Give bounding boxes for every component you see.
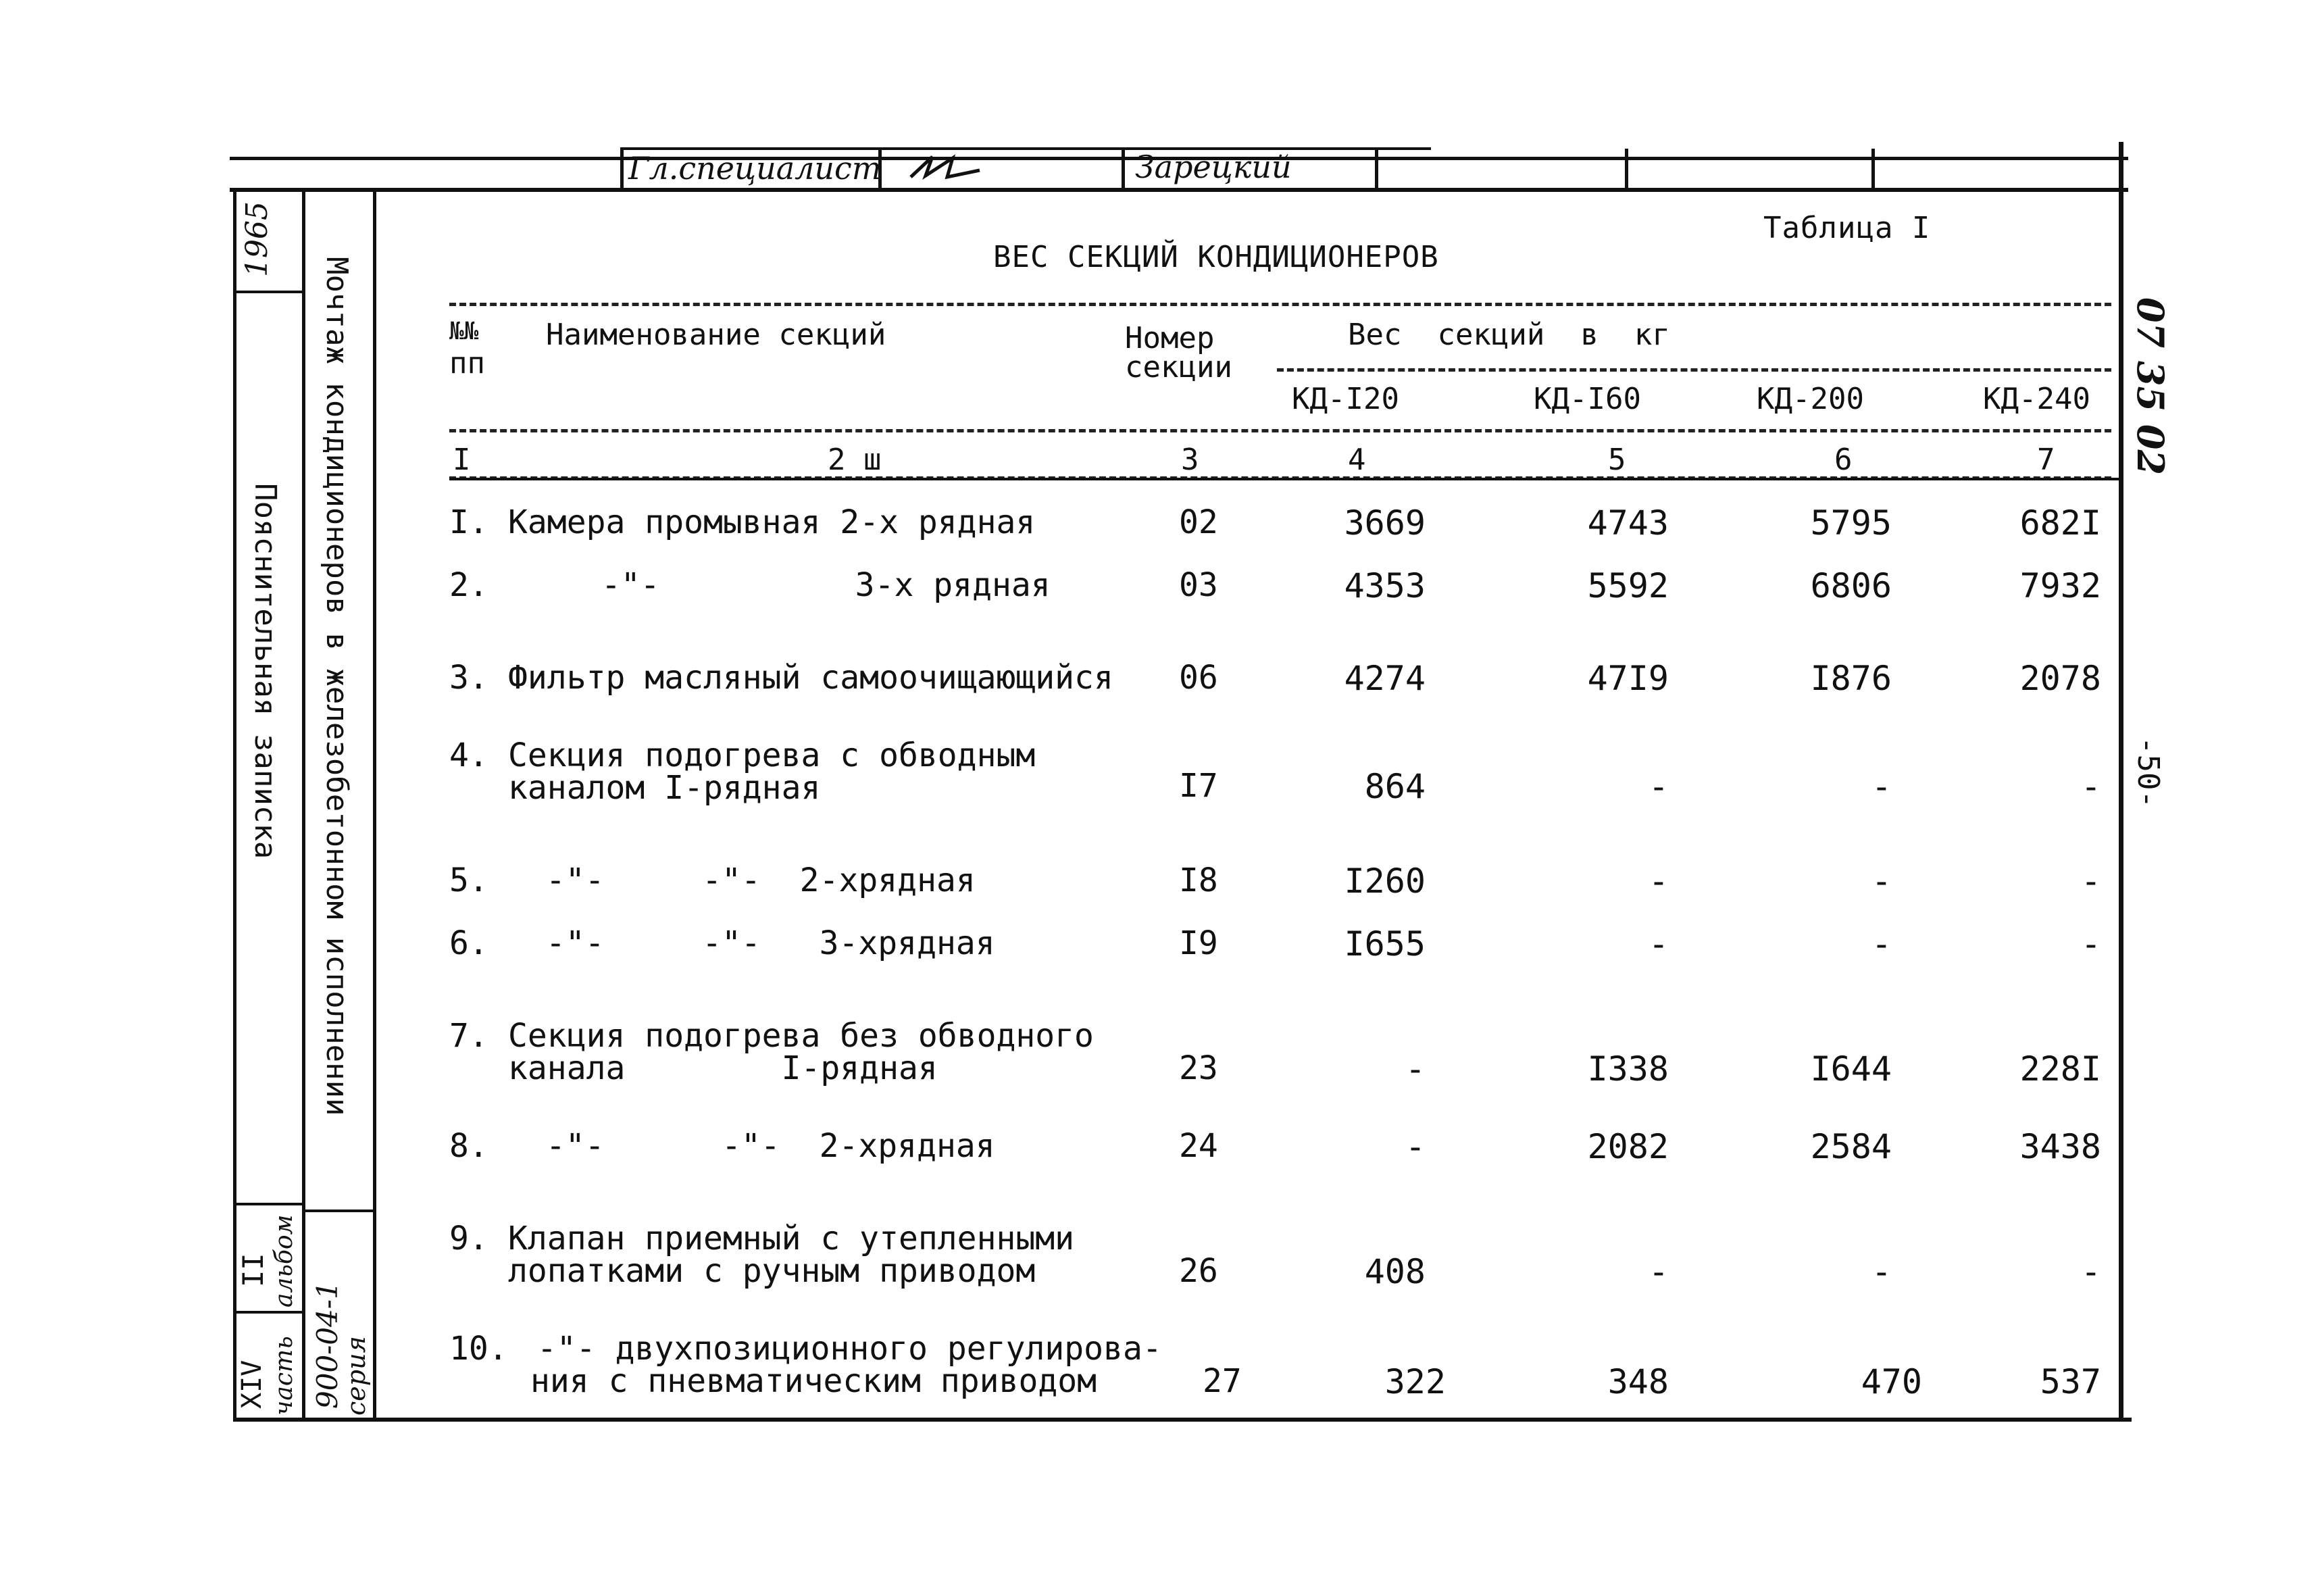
row-value-kd160: 47I9 [1587, 659, 1669, 698]
frame-top-line-2 [230, 188, 2128, 192]
row-section: I9 [1179, 924, 1218, 962]
row-value-kd160: - [1648, 767, 1669, 806]
header-model-4: КД-240 [1983, 382, 2090, 416]
row-value-kd120: 408 [1364, 1252, 1426, 1291]
row-value-kd120: I260 [1344, 862, 1426, 901]
row-value-kd240: - [2080, 862, 2101, 901]
row-section: 06 [1179, 659, 1218, 697]
margin-part-separator [233, 1311, 304, 1314]
row-value-kd200: - [1871, 1252, 1892, 1291]
right-page-num: -50- [2131, 737, 2165, 808]
header-weight-group: Вес секций в кг [1348, 318, 1670, 352]
header-num-2: пп [449, 346, 485, 380]
col-number-7: 7 [2037, 443, 2055, 477]
row-value-kd120: - [1405, 1127, 1426, 1166]
row-number: 3. [449, 659, 488, 697]
row-value-kd160: - [1648, 862, 1669, 901]
row-name: Секция подогрева без обводного [508, 1017, 1094, 1055]
row-name-2: каналом I-рядная [508, 769, 821, 807]
row-number: 8. [449, 1127, 488, 1165]
row-name: -"- -"- 2-хрядная [546, 862, 976, 899]
stamp-divider-6 [1871, 149, 1875, 191]
margin-album-num: II [236, 1253, 270, 1287]
row-value-kd160: I338 [1587, 1049, 1669, 1089]
row-name: Фильтр масляный самоочищающийся [508, 659, 1113, 697]
row-value-kd240: 3438 [2019, 1127, 2101, 1166]
row-section: 02 [1179, 503, 1218, 541]
header-mid-rule [449, 429, 2111, 432]
row-section: I7 [1179, 767, 1218, 805]
row-value-kd240: 7932 [2019, 566, 2101, 605]
row-section: 03 [1179, 566, 1218, 604]
margin-doc-label: Пояснительная записка [248, 483, 282, 859]
right-code: 07 35 02 [2129, 297, 2172, 476]
row-value-kd120: 3669 [1344, 503, 1426, 543]
row-value-kd160: - [1648, 924, 1669, 964]
row-value-kd240: 537 [2040, 1362, 2101, 1401]
row-value-kd240: - [2080, 767, 2101, 806]
margin-series-label: серия [341, 1336, 371, 1416]
row-value-kd200: - [1871, 767, 1892, 806]
header-model-2: КД-I60 [1534, 382, 1641, 416]
row-number: 4. [449, 737, 488, 774]
row-section: 26 [1179, 1252, 1218, 1290]
stamp-position: Гл.специалист [628, 150, 882, 186]
margin-part-label: часть [270, 1336, 298, 1416]
row-value-kd200: 470 [1861, 1362, 1922, 1401]
row-name: -"- -"- 2-хрядная [546, 1127, 995, 1165]
row-name-2: ния с пневматическим приводом [530, 1362, 1097, 1400]
stamp-divider-1 [620, 149, 624, 191]
row-value-kd200: - [1871, 924, 1892, 964]
row-section: 23 [1179, 1049, 1218, 1087]
row-value-kd120: 864 [1364, 767, 1426, 806]
row-value-kd120: 4274 [1344, 659, 1426, 698]
row-value-kd160: 348 [1607, 1362, 1669, 1401]
row-value-kd200: I644 [1810, 1049, 1892, 1089]
row-number: I. [449, 503, 488, 541]
stamp-surname: Зарецкий [1135, 149, 1292, 185]
header-top-rule [449, 303, 2111, 306]
stamp-divider-5 [1625, 149, 1628, 191]
row-name: Клапан приемный с утепленными [508, 1220, 1075, 1257]
margin-year-separator [233, 291, 304, 293]
row-section: 24 [1179, 1127, 1218, 1165]
row-name: -"- -"- 3-хрядная [546, 924, 995, 962]
row-name: -"- двухпозиционного регулирова- [537, 1330, 1162, 1368]
row-number: 7. [449, 1017, 488, 1055]
row-number: 6. [449, 924, 488, 962]
margin-year: 1965 [240, 201, 274, 277]
weight-group-rule [1277, 368, 2111, 372]
row-name-2: лопатками с ручным приводом [508, 1252, 1036, 1290]
row-name: Секция подогрева с обводным [508, 737, 1036, 774]
row-name-2: канала I-рядная [508, 1049, 938, 1087]
row-value-kd200: 2584 [1810, 1127, 1892, 1166]
frame-bottom-line [233, 1418, 2132, 1422]
signature-mark [905, 150, 986, 192]
col-number-underline [449, 478, 2121, 480]
row-value-kd120: - [1405, 1049, 1426, 1089]
margin-album-label: альбом [270, 1214, 298, 1307]
col-number-6: 6 [1834, 443, 1853, 477]
row-value-kd200: I876 [1810, 659, 1892, 698]
col-number-3: 3 [1181, 443, 1199, 477]
row-value-kd240: 228I [2019, 1049, 2101, 1089]
row-value-kd120: 322 [1384, 1362, 1446, 1401]
header-section-num-2: секции [1125, 350, 1232, 384]
header-name: Наименование секций [546, 318, 886, 352]
stamp-divider-4 [1375, 149, 1378, 191]
col-number-5: 5 [1608, 443, 1626, 477]
row-name: Камера промывная 2-х рядная [508, 503, 1036, 541]
col-number-1: I [453, 443, 471, 477]
row-section: 27 [1203, 1362, 1242, 1400]
margin-divider-2 [373, 189, 376, 1420]
table-title: ВЕС СЕКЦИЙ КОНДИЦИОНЕРОВ [993, 240, 1439, 274]
margin-divider-1 [302, 189, 305, 1420]
row-value-kd200: 5795 [1810, 503, 1892, 543]
row-value-kd240: 682I [2019, 503, 2101, 543]
row-value-kd240: 2078 [2019, 659, 2101, 698]
header-num: №№ [449, 318, 479, 345]
margin-series-top [305, 1210, 373, 1212]
row-value-kd160: - [1648, 1252, 1669, 1291]
row-value-kd120: 4353 [1344, 566, 1426, 605]
col-number-4: 4 [1348, 443, 1366, 477]
row-value-kd200: 6806 [1810, 566, 1892, 605]
frame-left-line [233, 189, 236, 1420]
header-section-num: Номер [1125, 321, 1215, 355]
margin-series-code: 900-04-1 [311, 1281, 344, 1409]
col-number-2: 2 ш [828, 443, 882, 477]
header-model-1: КД-I20 [1292, 382, 1399, 416]
row-value-kd240: - [2080, 1252, 2101, 1291]
row-section: I8 [1179, 862, 1218, 899]
row-number: 9. [449, 1220, 488, 1257]
row-value-kd200: - [1871, 862, 1892, 901]
row-number: 10. [449, 1330, 508, 1368]
stamp-divider-3 [1122, 149, 1125, 191]
frame-right-line [2119, 142, 2123, 1419]
row-name: -"- 3-х рядная [601, 566, 1051, 604]
row-value-kd120: I655 [1344, 924, 1426, 964]
row-value-kd160: 5592 [1587, 566, 1669, 605]
row-value-kd160: 4743 [1587, 503, 1669, 543]
row-number: 2. [449, 566, 488, 604]
table-caption: Таблица I [1763, 211, 1931, 245]
header-model-3: КД-200 [1757, 382, 1864, 416]
row-value-kd160: 2082 [1587, 1127, 1669, 1166]
margin-project-title: Мочтаж кондиционеров в железобетонном исполнении [320, 257, 354, 1116]
margin-part-num: XIV [236, 1360, 268, 1409]
row-value-kd240: - [2080, 924, 2101, 964]
margin-series-separator [233, 1203, 304, 1205]
row-number: 5. [449, 862, 488, 899]
